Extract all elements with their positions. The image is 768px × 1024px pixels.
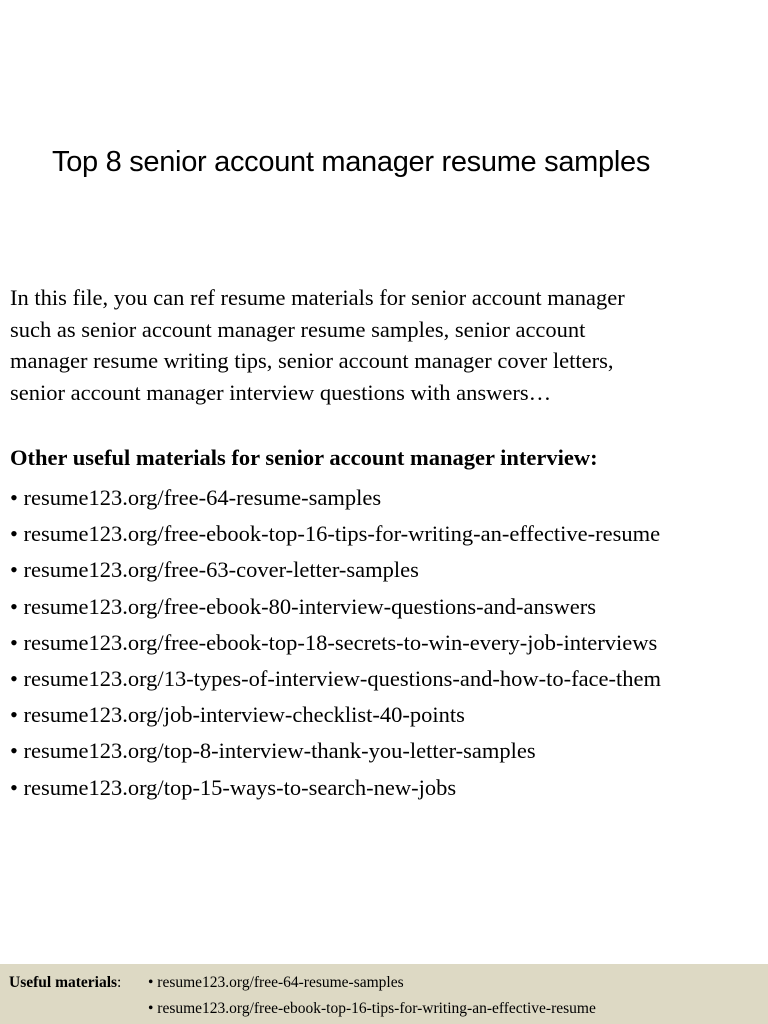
page-title: Top 8 senior account manager resume samples [52,146,651,178]
footer-link[interactable]: • resume123.org/free-ebook-top-16-tips-for-writing-an-effective-resume [148,1000,596,1017]
footer-label-text: Useful materials [9,974,118,991]
intro-line: senior account manager interview questions with answers… [10,379,552,405]
materials-list [10,480,661,806]
list-item-link[interactable]: • resume123.org/job-interview-checklist-40-points [10,702,465,728]
intro-paragraph [10,282,760,408]
list-item-link[interactable]: • resume123.org/free-ebook-80-interview-questions-and-answers [10,593,597,619]
list-item-link[interactable]: • resume123.org/top-15-ways-to-search-new-jobs [10,774,457,800]
list-item-link[interactable]: • resume123.org/free-63-cover-letter-samples [10,557,419,583]
list-item-link[interactable]: • resume123.org/13-types-of-interview-questions-and-how-to-face-them [10,666,662,692]
section-heading: Other useful materials for senior account manager interview: [10,445,598,470]
list-item-link[interactable]: • resume123.org/free-ebook-top-16-tips-for-writing-an-effective-resume [10,521,661,547]
footer-bar [0,964,768,1024]
list-item-link[interactable]: • resume123.org/top-8-interview-thank-you-letter-samples [10,738,536,764]
list-item-link[interactable]: • resume123.org/free-ebook-top-18-secrets-to-win-every-job-interviews [10,629,658,655]
footer-colon: : [117,974,122,991]
intro-line: In this file, you can ref resume materials for senior account manager [10,285,625,310]
intro-line: such as senior account manager resume samples, senior account [10,316,586,342]
intro-line: manager resume writing tips, senior account manager cover letters, [10,348,614,373]
list-item-link[interactable]: • resume123.org/free-64-resume-samples [10,485,382,510]
footer-label [9,974,148,992]
footer-link[interactable]: • resume123.org/free-64-resume-samples [148,974,404,991]
